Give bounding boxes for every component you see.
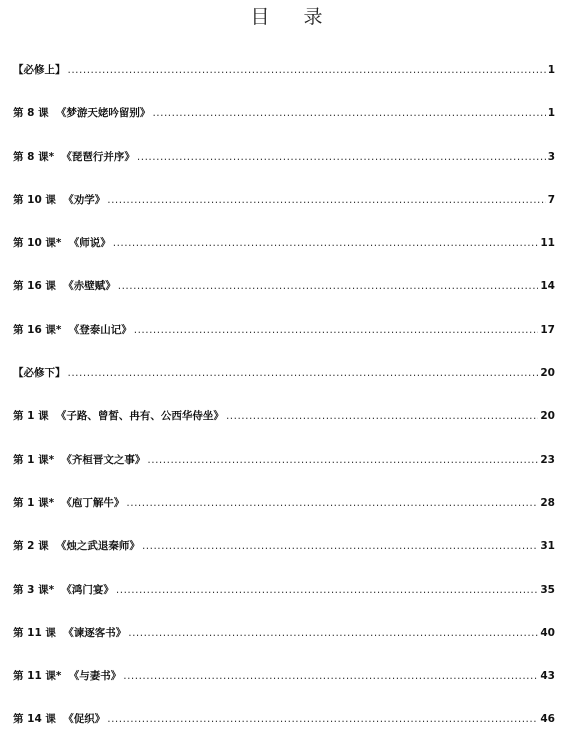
toc-entry-page: 46 <box>540 713 555 726</box>
toc-entry[interactable] <box>13 147 555 190</box>
dot-leader <box>147 450 538 470</box>
dot-leader <box>134 320 539 340</box>
toc-entry-page: 11 <box>540 237 555 250</box>
toc-entry[interactable] <box>13 450 555 493</box>
toc-entry-label: 第 2 课 《烛之武退秦师》 <box>13 540 140 553</box>
toc-entry-page: 43 <box>540 670 555 683</box>
toc-entry[interactable] <box>13 103 555 146</box>
dot-leader <box>116 580 538 600</box>
dot-leader <box>68 60 546 80</box>
toc-entry-label: 第 16 课* 《登泰山记》 <box>13 323 132 336</box>
toc-entry-page: 3 <box>547 150 555 163</box>
toc-entry-page: 40 <box>540 626 555 639</box>
dot-leader <box>142 536 538 556</box>
toc-entry-page: 7 <box>547 193 555 206</box>
toc-entry-page: 1 <box>547 64 555 76</box>
toc-entry-label: 第 1 课* 《齐桓晋文之事》 <box>13 453 146 466</box>
toc-entry[interactable] <box>13 493 555 536</box>
toc-entry[interactable] <box>13 233 555 276</box>
toc-entry[interactable] <box>13 363 555 406</box>
dot-leader <box>68 363 539 383</box>
toc-entry-page: 28 <box>540 496 555 509</box>
toc-entry[interactable] <box>13 580 555 623</box>
toc-entry-label: 第 1 课 《子路、曾皙、冉有、公西华侍坐》 <box>13 410 224 423</box>
toc-entry-page: 14 <box>540 280 555 293</box>
table-of-contents <box>13 60 555 753</box>
toc-entry-label: 第 10 课 《劝学》 <box>13 193 106 206</box>
toc-entry[interactable] <box>13 190 555 233</box>
toc-entry-page: 35 <box>540 583 555 596</box>
toc-entry-label: 第 11 课 《谏逐客书》 <box>13 626 127 639</box>
dot-leader <box>107 709 538 729</box>
toc-entry-label: 第 16 课 《赤壁赋》 <box>13 280 116 293</box>
toc-entry[interactable] <box>13 709 555 752</box>
toc-entry-page: 31 <box>540 540 555 553</box>
toc-entry-label: 第 8 课 《梦游天姥吟留别》 <box>13 107 151 120</box>
toc-entry[interactable] <box>13 320 555 363</box>
toc-entry[interactable] <box>13 666 555 709</box>
dot-leader <box>137 147 546 167</box>
toc-entry-page: 17 <box>540 323 555 336</box>
dot-leader <box>107 190 545 210</box>
toc-entry[interactable] <box>13 60 555 103</box>
dot-leader <box>226 406 538 426</box>
dot-leader <box>118 276 539 296</box>
toc-entry[interactable] <box>13 623 555 666</box>
dot-leader <box>126 493 538 513</box>
toc-entry[interactable] <box>13 536 555 579</box>
dot-leader <box>152 103 545 123</box>
toc-entry-label: 第 11 课* 《与妻书》 <box>13 670 122 683</box>
toc-entry-page: 1 <box>547 107 555 120</box>
toc-entry-label: 第 8 课* 《琵琶行并序》 <box>13 150 135 163</box>
toc-entry-page: 20 <box>540 410 555 423</box>
toc-entry-label: 【必修下】 <box>13 367 66 380</box>
toc-entry-label: 第 14 课 《促织》 <box>13 713 106 726</box>
toc-entry-label: 【必修上】 <box>13 64 66 76</box>
dot-leader <box>123 666 538 686</box>
toc-entry[interactable] <box>13 276 555 319</box>
page-title: 目 录 <box>250 6 337 28</box>
toc-entry-page: 20 <box>540 367 555 380</box>
dot-leader <box>128 623 538 643</box>
toc-entry[interactable] <box>13 406 555 449</box>
toc-entry-label: 第 1 课* 《庖丁解牛》 <box>13 496 125 509</box>
dot-leader <box>113 233 539 253</box>
toc-entry-page: 23 <box>540 453 555 466</box>
toc-entry-label: 第 3 课* 《鸿门宴》 <box>13 583 114 596</box>
toc-entry-label: 第 10 课* 《师说》 <box>13 237 111 250</box>
